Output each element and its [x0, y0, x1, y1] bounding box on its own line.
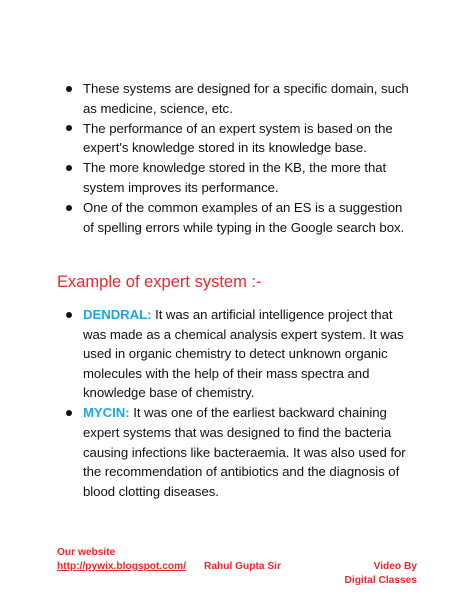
website-link[interactable]: http://pywix.blogspot.com/ — [57, 561, 187, 572]
bullet-text: The performance of an expert system is based on the expert's knowledge stored in its knowledge base. — [83, 120, 393, 156]
section-heading: Example of expert system :- — [57, 273, 262, 291]
list-item — [60, 305, 416, 403]
list-item — [60, 198, 416, 237]
list-item — [60, 119, 416, 158]
bullet-text: One of the common examples of an ES is a suggestion of spelling errors while typing in the Google search box. — [83, 200, 405, 235]
example-term-separator: : — [147, 307, 152, 322]
footer-website — [57, 546, 186, 574]
bullet-icon — [66, 312, 72, 318]
example-description: It was one of the earliest backward chaining expert systems that was designed to find the bacteria causing infections like bacteraemia. It was also used for the recommendation of antibiotics and the diagnosis of blood clotting diseases. — [83, 405, 406, 499]
bullet-icon — [66, 410, 72, 416]
video-credit-channel: Digital Classes — [344, 575, 417, 586]
footer-video-credit — [345, 560, 417, 588]
bullet-icon — [66, 86, 72, 92]
intro-bullet-list — [60, 79, 416, 238]
bullet-icon — [66, 125, 72, 131]
example-description: It was an artificial intelligence project that was made as a chemical analysis expert system. It was used in organic chemistry to detect unknown organic molecules with the help of their mass spectra and knowledge base of chemistry. — [83, 307, 404, 401]
video-credit-line: Video By — [373, 561, 417, 572]
footer-author: Rahul Gupta Sir — [204, 561, 281, 572]
bullet-text: These systems are designed for a specific domain, such as medicine, science, etc. — [83, 81, 409, 116]
example-term: MYCIN — [83, 405, 126, 421]
list-item — [60, 79, 416, 118]
example-bullet-list — [60, 305, 416, 502]
example-term: DENDRAL — [83, 307, 148, 322]
list-item — [60, 158, 416, 197]
bullet-icon — [66, 165, 72, 171]
bullet-icon — [66, 205, 72, 211]
bullet-text: The more knowledge stored in the KB, the more that system improves its performance. — [83, 160, 387, 195]
list-item — [60, 403, 416, 501]
website-label: Our website — [57, 547, 116, 558]
example-term-separator: : — [125, 405, 130, 421]
